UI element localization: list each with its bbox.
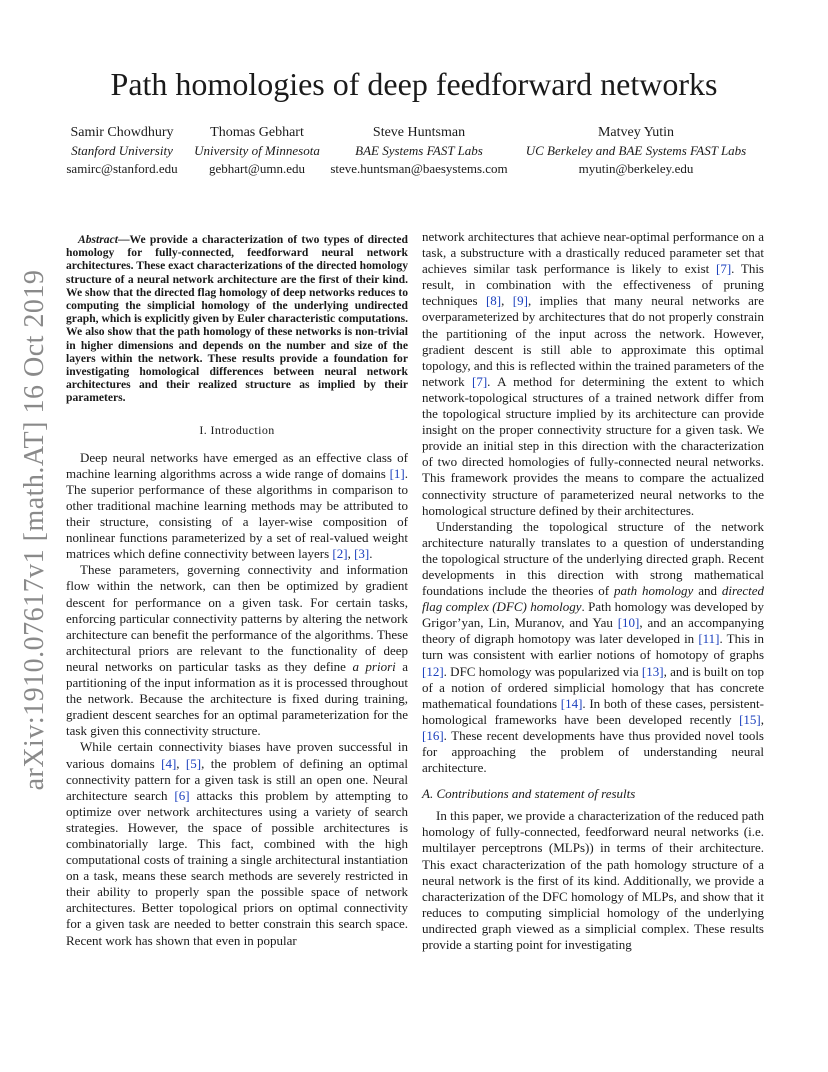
paragraph-text: . Path homology was developed by Grigor’yan, Lin, Muranov, and Yau xyxy=(422,599,764,631)
author-name: Samir Chowdhury xyxy=(70,125,174,140)
paragraph-text: These parameters, governing connectivity and information flow within the network, can then be optimized by gradient descent for performance on a given task. For certain tasks, enforcing particular connectivity patterns by altering the network architecture can benefit the performance of the algorithms. These architectural priors are relevant to the functionality of deep neural networks on particular tasks as they define xyxy=(66,562,408,674)
citation-link[interactable]: [6] xyxy=(174,787,190,803)
author-affiliation: Stanford University xyxy=(71,143,173,158)
paragraph-text: . These recent developments have thus provided novel tools for approaching the problem of understanding neural architecture. xyxy=(422,727,764,776)
author-email[interactable]: myutin@berkeley.edu xyxy=(578,161,694,176)
citation-link[interactable]: [15] xyxy=(739,711,761,727)
citation-link[interactable]: [5] xyxy=(185,755,202,771)
intro-paragraph xyxy=(66,739,408,948)
paragraph-text: . The superior performance of these algorithms in comparison to other traditional machine learning methods may be attributed to their structure, consisting of a layer-wise composition of nonlinear functions parameterized by a set of real-valued weight matrices which define connectivity between layers xyxy=(66,465,408,562)
subsection-heading-contributions: A. Contributions and statement of results xyxy=(422,786,636,802)
emphasized-text: a priori xyxy=(352,658,396,674)
author-2 xyxy=(194,124,320,178)
citation-link[interactable]: [9] xyxy=(512,293,528,309)
paragraph-text: , xyxy=(347,546,355,562)
arxiv-identifier xyxy=(12,270,58,790)
paragraph-text: , xyxy=(501,293,513,309)
author-email[interactable]: steve.huntsman@baesystems.com xyxy=(330,161,508,176)
paragraph-text: a partitioning of the input information as it is processed throughout the network. Because the architecture is fixed during training, gradient descent searches for an optimal parameterization for the task given this connectivity structure. xyxy=(66,658,409,739)
abstract-label: Abstract xyxy=(78,233,118,246)
left-column xyxy=(66,229,408,949)
emphasized-text: directed flag complex (DFC) homology xyxy=(422,583,764,615)
citation-link[interactable]: [7] xyxy=(472,373,488,389)
paragraph-text: Deep neural networks have emerged as an effective class of machine learning algorithms across a wide range of domains xyxy=(66,449,408,481)
paragraph-text: While certain connectivity biases have proven successful in various domains xyxy=(66,739,408,771)
emphasized-text: path homology xyxy=(614,583,694,599)
citation-link[interactable]: [3] xyxy=(354,546,370,562)
paragraph-text: . DFC homology was popularized via xyxy=(443,663,642,679)
citation-link[interactable]: [10] xyxy=(617,615,640,631)
citation-link[interactable]: [7] xyxy=(716,261,732,277)
paragraph-text: . A method for determining the extent to which network-topological structures of a trained network differ from the topological structure implied by its architecture can provide insight on the proper connectivity structure for a given task. We provide an initial step in this direction with the characterization of two directed homologies of fully-connected neural networks. This framework provides the means to compare the actualized connectivity structure of parameterized neural networks to the homological structure defined by their architectures. xyxy=(422,373,764,518)
paragraph-text: . In both of these cases, persistent-homological frameworks have been developed recently xyxy=(422,695,765,727)
abstract-text: —We provide a characterization of two types of directed homology for fully-connected, feedforward neural network architectures. These exact characterizations of the directed homology structure of a neural network architecture are the first of their kind. We show that the directed flag homology of deep networks reduces to computing the simplicial homology of the underlying undirected graph, which is explicitly given by Euler characteristic computations. We also show that the path homology of these networks is non-trivial in higher dimensions and depends on the number and size of the layers within the network. These results provide a foundation for investigating homological differences between neural network architectures and their realized structure as implied by their parameters. xyxy=(66,233,408,405)
author-name: Steve Huntsman xyxy=(372,125,466,140)
author-block xyxy=(62,124,766,184)
paragraph-text: , xyxy=(176,755,186,771)
paragraph-text: network architectures that achieve near-optimal performance on a task, a substructure with a drastically reduced parameter set that achieves similar task performance is likely to exist xyxy=(422,229,764,277)
paper-title: Path homologies of deep feedforward networks xyxy=(110,66,718,102)
author-email[interactable]: samirc@stanford.edu xyxy=(66,161,178,176)
author-affiliation: BAE Systems FAST Labs xyxy=(355,143,483,158)
arxiv-identifier-text: arXiv:1910.07617v1 [math.AT] 16 Oct 2019 xyxy=(19,269,50,791)
paragraph-text: attacks this problem by attempting to optimize over network architectures using a variety of search strategies. However, the space of possible architectures is combinatorially large. This fact, combined with the high computational costs of training a single architectural instantiation on a task, means these search methods are severely restricted in their ability to properly span the possible space of network architectures. Better topological priors on optimal connectivity for a given task are needed to better constrain this search space. Recent work has shown that even in popular xyxy=(66,787,408,948)
paragraph-text: . xyxy=(369,546,373,562)
citation-link[interactable]: [4] xyxy=(161,755,177,771)
intro-paragraph xyxy=(66,562,408,739)
author-affiliation: UC Berkeley and BAE Systems FAST Labs xyxy=(525,143,747,158)
author-3 xyxy=(330,124,507,178)
paragraph-text: , the problem of defining an optimal connectivity pattern for a given task is still an open one. Neural architecture search xyxy=(66,755,409,803)
paragraph-text: and xyxy=(693,583,722,599)
citation-link[interactable]: [1] xyxy=(389,465,405,481)
citation-link[interactable]: [16] xyxy=(422,727,444,743)
citation-link[interactable]: [8] xyxy=(485,293,502,309)
citation-link[interactable]: [2] xyxy=(332,546,348,562)
paragraph-text: . This in turn was consistent with earlier notions of homotopy of graphs xyxy=(422,631,764,663)
abstract xyxy=(66,233,408,405)
author-4 xyxy=(526,124,747,178)
section-heading-introduction: I. Introduction xyxy=(199,422,275,437)
paragraph-text: . This result, in combination with the effectiveness of pruning techniques xyxy=(422,261,764,309)
paragraph-text: Understanding the topological structure of the network architecture naturally translates to a question of understanding the topological structure of the underlying directed graph. Recent developments in this direction with strong mathematical foundations include the theories of xyxy=(422,518,764,599)
intro-paragraph xyxy=(66,450,408,563)
author-name: Matvey Yutin xyxy=(597,125,675,140)
intro-paragraph xyxy=(422,519,764,777)
author-affiliation: University of Minnesota xyxy=(194,143,320,158)
paragraph-text: , and is built on top of a notion of ordered simplicial homology that has concrete mathematical foundations xyxy=(422,663,764,711)
intro-paragraph xyxy=(422,229,764,519)
right-column xyxy=(422,229,764,953)
paragraph-text: , xyxy=(760,711,764,727)
citation-link[interactable]: [14] xyxy=(560,695,583,711)
paragraph-text: In this paper, we provide a characterization of the reduced path homology of fully-connected, feedforward neural networks (i.e. multilayer perceptrons (MLPs)) in terms of their architecture. This exact characterization of the path homology structure of a neural network is the first of its kind. Additionally, we provide a characterization of the DFC homology of MLPs, and show that it reduces to computing simplicial homology of the underlying undirected graph viewed as a simplicial complex. These results provide a starting point for investigating xyxy=(422,808,764,953)
paragraph-text: , implies that many neural networks are overparameterized by architectures that do not properly constrain the partitioning of the input across the network. However, gradient descent is still able to approximate this optimal topology, and this is reflected within the trained parameters of the network xyxy=(422,293,765,389)
paragraph-text: , and an accompanying theory of digraph homotopy was later developed in xyxy=(422,615,764,647)
citation-link[interactable]: [12] xyxy=(422,663,444,679)
author-name: Thomas Gebhart xyxy=(210,125,304,140)
citation-link[interactable]: [13] xyxy=(641,663,664,679)
citation-link[interactable]: [11] xyxy=(698,631,720,647)
contributions-paragraph xyxy=(422,808,764,953)
author-email[interactable]: gebhart@umn.edu xyxy=(208,161,306,176)
author-1 xyxy=(66,124,177,178)
